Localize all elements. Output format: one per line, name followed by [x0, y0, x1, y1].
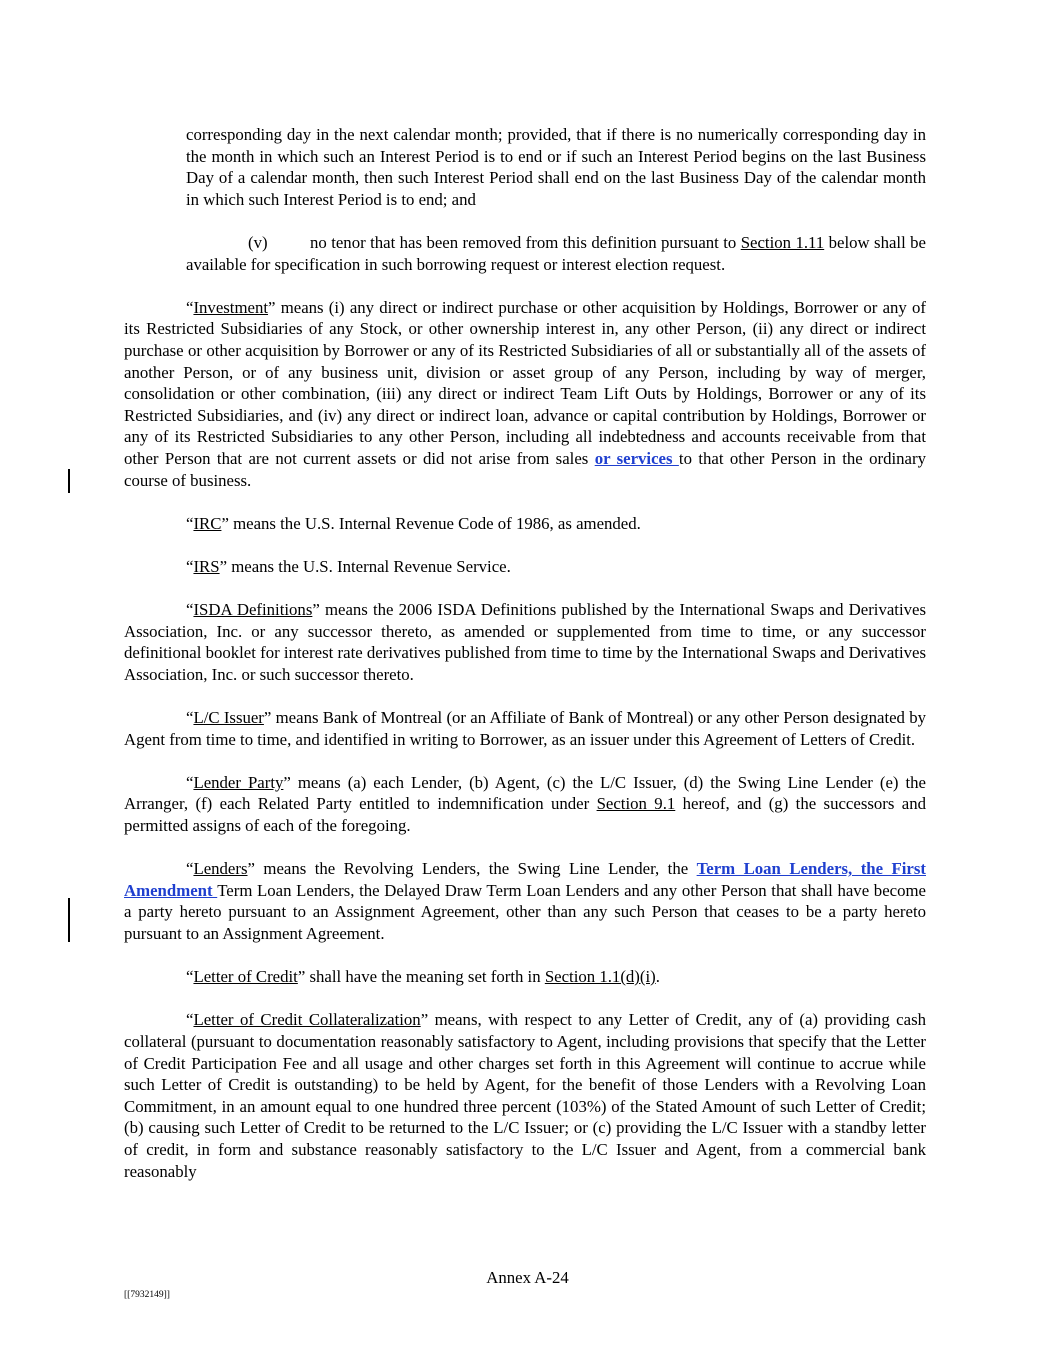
inserted-text-or-services[interactable]: or services — [594, 448, 679, 468]
term-investment: Investment — [193, 297, 269, 317]
definition-lender-party: “Lender Party” means (a) each Lender, (b) Agent, (c) the L/C Issuer, (d) the Swing Line Lender (e) the Arranger, (f) each Related Party entitled to indemnification under Section 9.1 hereof, and (g) the successors and permitted assigns of each of the foregoing. — [124, 772, 927, 835]
term-lc-issuer: L/C Issuer — [193, 708, 264, 728]
definition-irc: “IRC” means the U.S. Internal Revenue Code of 1986, as amended. — [186, 513, 641, 533]
term-lenders: Lenders — [193, 859, 248, 879]
term-loc-collateralization: Letter of Credit Collateralization — [193, 1010, 421, 1030]
term-isda-definitions: ISDA Definitions — [193, 600, 313, 620]
definition-investment: “Investment” means (i) any direct or indirect purchase or other acquisition by Holdings, Borrower or any of its Restricted Subsidiaries of any Stock, or other ownership interest in, any other Person, (ii) any direct or indirect purchase or other acquisition by Borrower or any of its Restricted Subsidiaries of all or substantially all of the assets of another Person, or of any business unit, division or asset group of any Person, including by way of merger, consolidation or other combination, (iii) any direct or indirect Team Lift Outs by Holdings, Borrower or any of its Restricted Subsidiaries, and (iv) any direct or indirect loan, advance or capital contribution by Holdings, Borrower or any of its Restricted Subsidiaries to any other Person, including all indebtedness and accounts receivable from that other Person that are not current assets or did not arise from sales or services to that other Person in the ordinary course of business. — [124, 297, 926, 490]
clause-v-number: (v) — [248, 232, 268, 252]
inserted-text-first-amendment[interactable]: Term Loan Lenders, the First Amendment — [124, 859, 926, 900]
term-lender-party: Lender Party — [193, 772, 284, 792]
section-ref-1-11[interactable]: Section 1.11 — [740, 232, 825, 252]
term-letter-of-credit: Letter of Credit — [193, 967, 298, 987]
definition-letter-of-credit: “Letter of Credit” shall have the meaning set forth in Section 1.1(d)(i). — [186, 967, 660, 987]
term-irc: IRC — [193, 513, 222, 533]
change-bar-investment — [68, 469, 70, 493]
interest-period-continuation: corresponding day in the next calendar month; provided, that if there is no numerically corresponding day in the month in which such an Interest Period is to end or if such an Interest Period begins on the last Business Day of a calendar month, then such Interest Period shall end on the last Business Day of the calendar month in which such Interest Period is to end; and — [186, 125, 926, 209]
change-bar-lenders — [68, 898, 70, 942]
document-body — [124, 124, 926, 1182]
definition-loc-collateralization: “Letter of Credit Collateralization” means, with respect to any Letter of Credit, any of (a) providing cash collateral (pursuant to documentation reasonably satisfactory to Agent, including provisions that specify that the Letter of Credit Participation Fee and all usage and other charges set forth in this Agreement will continue to accrue while such Letter of Credit is outstanding) to be held by Agent, for the benefit of those Lenders with a Revolving Loan Commitment, in an amount equal to one hundred three percent (103%) of the Stated Amount of such Letter of Credit; (b) causing such Letter of Credit to be returned to the L/C Issuer; or (c) providing the L/C Issuer with a standby letter of credit, in form and substance reasonably satisfactory to the L/C Issuer and Agent, from a commercial bank reasonably — [124, 1010, 927, 1181]
page-footer: Annex A-24 — [486, 1268, 569, 1287]
definition-lc-issuer: “L/C Issuer” means Bank of Montreal (or an Affiliate of Bank of Montreal) or any other Person designated by Agent from time to time, and identified in writing to Borrower, as an issuer under this Agreement of Letters of Credit. — [124, 708, 926, 749]
section-ref-9-1[interactable]: Section 9.1 — [596, 794, 676, 814]
definition-irs: “IRS” means the U.S. Internal Revenue Service. — [186, 556, 511, 576]
definition-isda: “ISDA Definitions” means the 2006 ISDA Definitions published by the International Swaps and Derivatives Association, Inc. or any successor thereto, as amended or supplemented from time to time, or any successor definitional booklet for interest rate derivatives published from time to time by the International Swaps and Derivatives Association, Inc. or such successor thereto. — [124, 600, 926, 684]
definition-lenders: “Lenders” means the Revolving Lenders, the Swing Line Lender, the Term Loan Lenders, the First Amendment Term Loan Lenders, the Delayed Draw Term Loan Lenders and any other Person that shall have become a party hereto pursuant to an Assignment Agreement, other than any such Person that ceases to be a party hereto pursuant to an Assignment Agreement. — [124, 859, 926, 943]
document-id: [[7932149]] — [124, 1290, 170, 1300]
section-ref-1-1-d-i[interactable]: Section 1.1(d)(i) — [544, 967, 656, 987]
term-irs: IRS — [193, 556, 220, 576]
clause-v: (v) no tenor that has been removed from this definition pursuant to Section 1.11 below shall be available for specification in such borrowing request or interest election request. — [186, 232, 926, 274]
